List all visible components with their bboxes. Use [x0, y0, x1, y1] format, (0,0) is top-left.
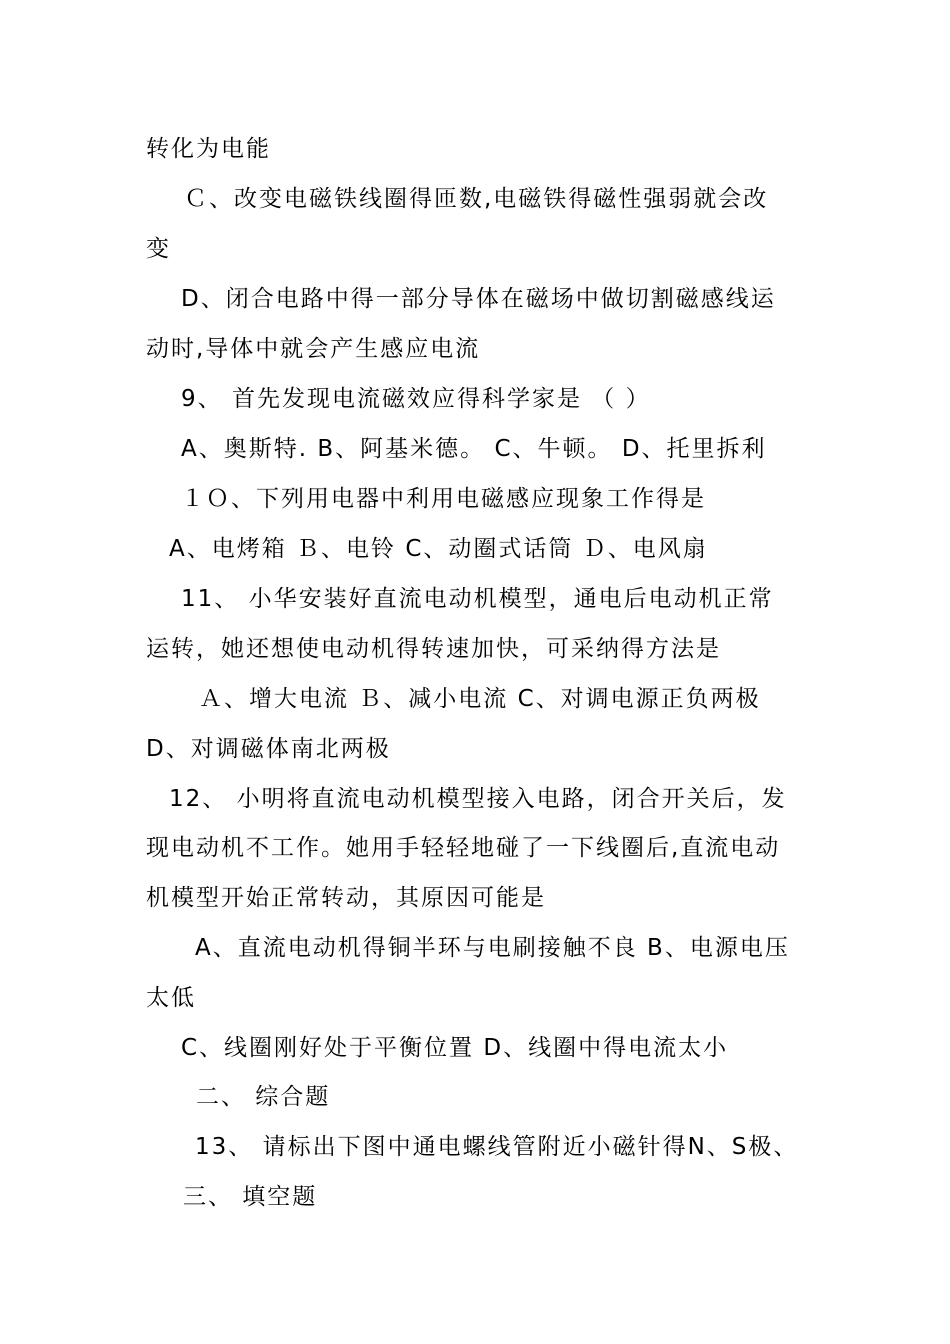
text-line-16: 机模型开始正常转动，其原因可能是	[146, 885, 546, 911]
text-line-21: 13、 请标出下图中通电螺线管附近小磁针得N、S极、	[195, 1134, 799, 1160]
text-line-11: 运转，她还想使电动机得转速加快，可采纳得方法是	[146, 636, 721, 662]
text-line-15: 现电动机不工作。她用手轻轻地碰了一下线圈后,直流电动	[146, 835, 781, 861]
text-line-10: 11、 小华安装好直流电动机模型，通电后电动机正常	[181, 586, 774, 612]
text-line-4: D、闭合电路中得一部分导体在磁场中做切割磁感线运	[181, 286, 776, 312]
text-line-12: Ａ、增大电流 Ｂ、减小电流 C、对调电源正负两极	[199, 686, 761, 712]
text-line-17: A、直流电动机得铜半环与电刷接触不良 B、电源电压	[195, 935, 790, 961]
text-line-9: A、电烤箱 Ｂ、电铃 C、动圈式话筒 Ｄ、电风扇	[169, 536, 708, 562]
text-line-1: 转化为电能	[146, 136, 271, 162]
text-line-20: 二、 综合题	[196, 1084, 331, 1110]
text-line-5: 动时,导体中就会产生感应电流	[146, 336, 481, 362]
text-line-8: １Ｏ、下列用电器中利用电磁感应现象工作得是	[181, 486, 706, 512]
text-line-18: 太低	[146, 985, 196, 1011]
text-line-2: Ｃ、改变电磁铁线圈得匝数,电磁铁得磁性强弱就会改	[184, 186, 769, 212]
text-line-7: A、奥斯特. B、阿基米德。 C、牛顿。 D、托里拆利	[181, 436, 767, 462]
text-line-3: 变	[146, 236, 171, 262]
text-line-14: 12、 小明将直流电动机模型接入电路，闭合开关后，发	[169, 786, 787, 812]
text-line-13: D、对调磁体南北两极	[146, 736, 391, 762]
text-line-19: C、线圈刚好处于平衡位置 D、线圈中得电流太小	[181, 1035, 729, 1061]
text-line-22: 三、 填空题	[183, 1184, 318, 1210]
text-line-6: 9、 首先发现电流磁效应得科学家是 （ ）	[181, 386, 651, 412]
